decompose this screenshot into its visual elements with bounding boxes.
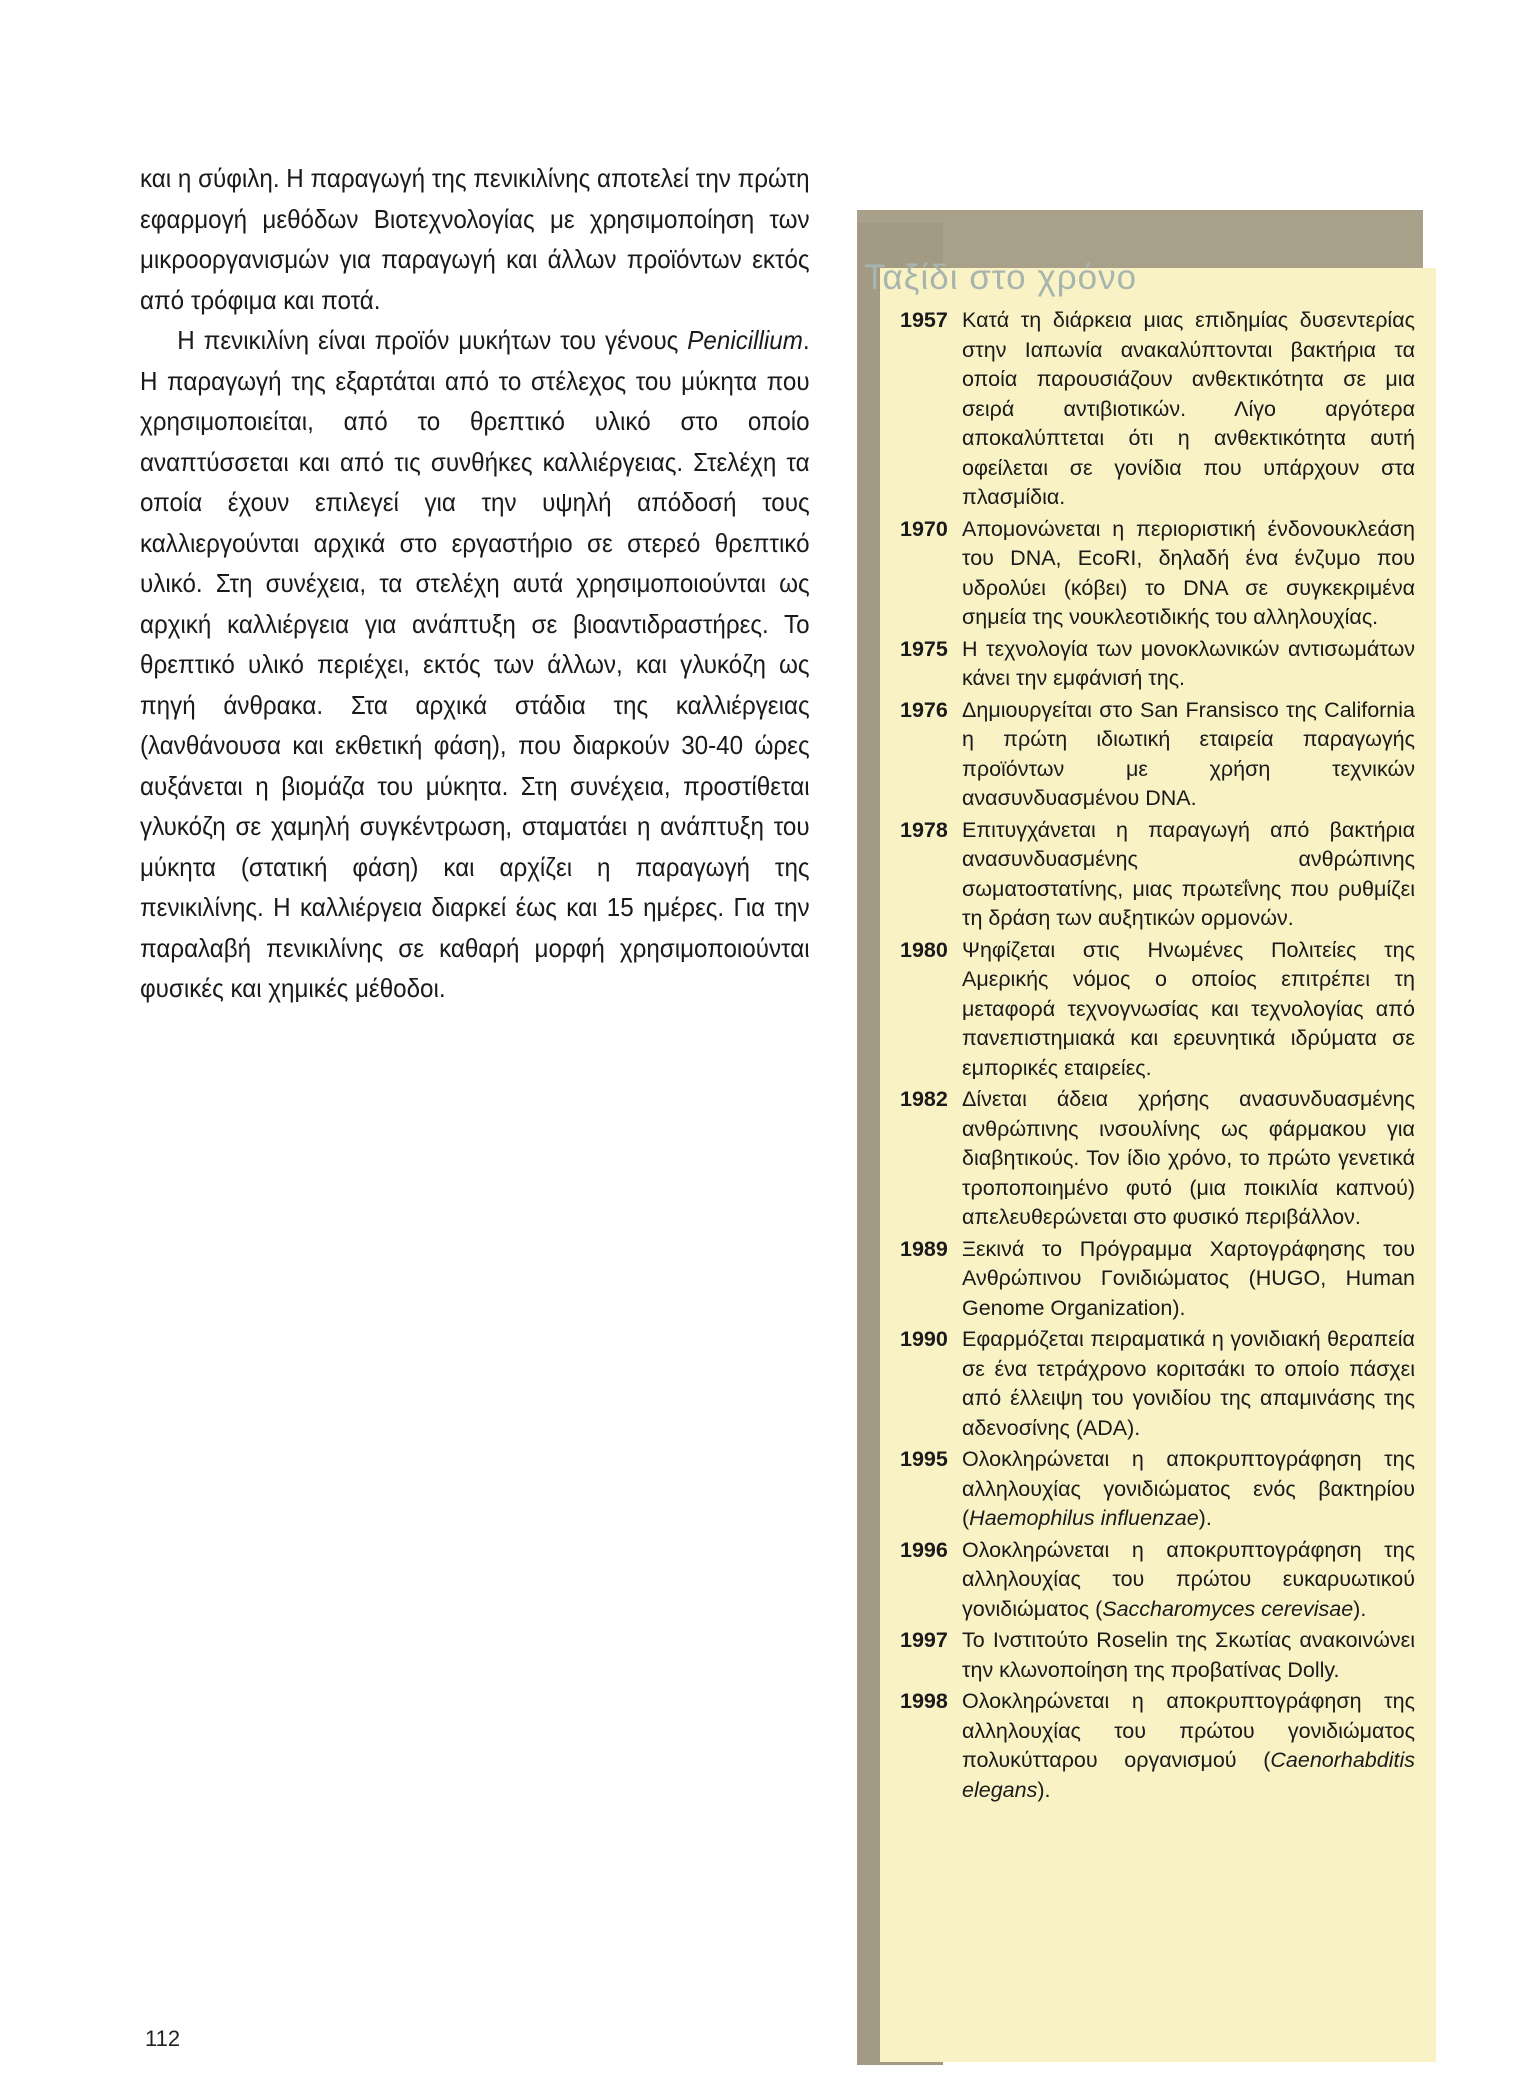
timeline-text: Ξεκινά το Πρόγραμμα Χαρτογράφησης του Ανθρώπινου Γονιδιώματος (HUGO, Human Genome Organization). — [962, 1236, 1415, 1320]
timeline-year: 1990 — [900, 1327, 948, 1351]
timeline-year: 1989 — [900, 1236, 948, 1261]
timeline-text — [962, 1445, 1415, 1534]
timeline-year: 1976 — [900, 697, 948, 722]
timeline-text: Ψηφίζεται στις Ηνωμένες Πολιτείες της Αμερικής νόμος ο οποίος επιτρέπει τη μεταφορά τεχνογνωσίας και τεχνολογίας από πανεπιστημιακά και ερευνητικά ιδρύματα σε εμπορικές εταιρείες. — [962, 937, 1415, 1080]
timeline-entry — [900, 936, 1415, 1084]
timeline-year: 1978 — [900, 817, 948, 842]
species-name: Haemophilus influenzae — [969, 1506, 1199, 1530]
timeline-text: Το Ινστιτούτο Roselin της Σκωτίας ανακοινώνει την κλωνοποίηση της προβατίνας Dolly. — [962, 1628, 1415, 1682]
timeline-text: Δημιουργείται στο San Fransisco της California η πρώτη ιδιωτική εταιρεία παραγωγής προϊόντων με χρήση τεχνικών ανασυνδυασμένου DNA. — [962, 697, 1415, 810]
timeline — [900, 306, 1415, 1807]
paragraph — [140, 320, 810, 1009]
timeline-entry — [900, 1687, 1415, 1805]
timeline-text: Δίνεται άδεια χρήσης ανασυνδυασμένης ανθρώπινης ινσουλίνης ως φάρμακου για διαβητικούς. Τον ίδιο χρόνο, το πρώτο γενετικά τροποποιημένο φυτό (μια ποικιλία καπνού) απελευθερώνεται στο φυσικό περιβάλλον. — [962, 1087, 1415, 1229]
text-run: Ολοκληρώνεται η αποκρυπτογράφηση της αλληλουχίας του πρώτου ευκαρυωτικού γονιδιώματος ( — [962, 1537, 1415, 1621]
timeline-entry — [900, 635, 1415, 694]
text-run: Η πενικιλίνη είναι προϊόν μυκήτων του γένους — [177, 325, 688, 355]
paragraph: και η σύφιλη. Η παραγωγή της πενικιλίνης αποτελεί την πρώτη εφαρμογή μεθόδων Βιοτεχνολογίας με χρησιμοποίηση των μικροοργανισμών για παραγωγή και άλλων προϊόντων εκτός από τρόφιμα και ποτά. — [140, 163, 810, 315]
timeline-entry — [900, 306, 1415, 513]
text-run: ). — [1037, 1777, 1051, 1802]
timeline-text — [962, 1687, 1415, 1805]
timeline-entry — [900, 515, 1415, 633]
timeline-entry — [900, 1626, 1415, 1685]
timeline-text: Κατά τη διάρκεια μιας επιδημίας δυσεντερίας στην Ιαπωνία ανακαλύπτονται βακτήρια τα οποία παρουσιάζουν ανθεκτικότητα σε μια σειρά αντιβιοτικών. Λίγο αργότερα αποκαλύπτεται ότι η ανθεκτικότητα αυτή οφείλεται σε γονίδια που υπάρχουν στα πλασμίδια. — [962, 308, 1415, 509]
timeline-entry — [900, 1536, 1415, 1625]
timeline-entry — [900, 816, 1415, 934]
timeline-text: Η τεχνολογία των μονοκλωνικών αντισωμάτων κάνει την εμφάνισή της. — [962, 636, 1415, 690]
timeline-year: 1996 — [900, 1537, 948, 1562]
timeline-year: 1980 — [900, 937, 948, 962]
timeline-year: 1998 — [900, 1689, 948, 1713]
body-text — [140, 158, 810, 1009]
timeline-text — [962, 1536, 1415, 1625]
timeline-text: Επιτυγχάνεται η παραγωγή από βακτήρια ανασυνδυασμένης ανθρώπινης σωματοστατίνης, μιας πρωτεΐνης που ρυθμίζει τη δράση των αυξητικών ορμονών. — [962, 817, 1415, 930]
species-name: Saccharomyces cerevisae — [1102, 1596, 1354, 1621]
timeline-year: 1970 — [900, 516, 948, 541]
timeline-year: 1997 — [900, 1628, 948, 1652]
text-run: Ολοκληρώνεται η αποκρυπτογράφηση της αλληλουχίας του πρώτου γονιδιώματος πολυκύτταρου οργανισμού ( — [962, 1689, 1415, 1772]
timeline-text: Εφαρμόζεται πειραματικά η γονιδιακή θεραπεία σε ένα τετράχρονο κοριτσάκι το οποίο πάσχει από έλλειψη του γονιδίου της απαμινάσης της αδενοσίνης (ADA). — [962, 1327, 1415, 1440]
timeline-year: 1995 — [900, 1447, 948, 1471]
timeline-entry — [900, 1445, 1415, 1534]
timeline-entry — [900, 1085, 1415, 1233]
timeline-year: 1982 — [900, 1087, 948, 1111]
timeline-entry — [900, 1235, 1415, 1324]
timeline-year: 1975 — [900, 636, 948, 661]
species-name: Caenorhabditis elegans — [962, 1748, 1415, 1802]
timeline-text: Απομονώνεται η περιοριστική ένδονουκλεάση του DNA, EcoRI, δηλαδή ένα ένζυμο που υδρολύει (κόβει) το DNA σε συγκεκριμένα σημεία της νουκλεοτιδικής του αλληλουχίας. — [962, 516, 1415, 629]
text-run: ). — [1198, 1506, 1212, 1530]
timeline-year: 1957 — [900, 308, 948, 332]
text-run: Ολοκληρώνεται η αποκρυπτογράφηση της αλληλουχίας γονιδιώματος ενός βακτηρίου ( — [962, 1447, 1415, 1530]
genus-name: Penicillium — [687, 325, 803, 355]
timeline-entry — [900, 696, 1415, 814]
timeline-entry — [900, 1325, 1415, 1443]
page-number: 112 — [145, 2026, 181, 2051]
sidebar-title: Ταξίδι στο χρόνο — [864, 258, 1138, 297]
text-run: ). — [1353, 1596, 1367, 1621]
text-run: . Η παραγωγή της εξαρτάται από το στέλεχος του μύκητα που χρησιμοποιείται, από το θρεπτικό υλικό στο οποίο αναπτύσσεται και από τις συνθήκες καλλιέργειας. Στελέχη τα οποία έχουν επιλεγεί για την υψηλή απόδοσή τους καλλιεργούνται αρχικά στο εργαστήριο σε στερεό θρεπτικό υλικό. Στη συνέχεια, τα στελέχη αυτά χρησιμοποιούνται ως αρχική καλλιέργεια για ανάπτυξη σε βιοαντιδραστήρες. Το θρεπτικό υλικό περιέχει, εκτός των άλλων, και γλυκόζη ως πηγή άνθρακα. Στα αρχικά στάδια της καλλιέργειας (λανθάνουσα και εκθετική φάση), που διαρκούν 30-40 ώρες αυξάνεται η βιομάζα του μύκητα. Στη συνέχεια, προστίθεται γλυκόζη σε χαμηλή συγκέντρωση, σταματάει η ανάπτυξη του μύκητα (στατική φάση) και αρχίζει η παραγωγή της πενικιλίνης. Η καλλιέργεια διαρκεί έως και 15 ημέρες. Για την παραλαβή πενικιλίνης σε καθαρή μορφή χρησιμοποιούνται φυσικές και χημικές μέθοδοι. — [140, 325, 810, 1003]
